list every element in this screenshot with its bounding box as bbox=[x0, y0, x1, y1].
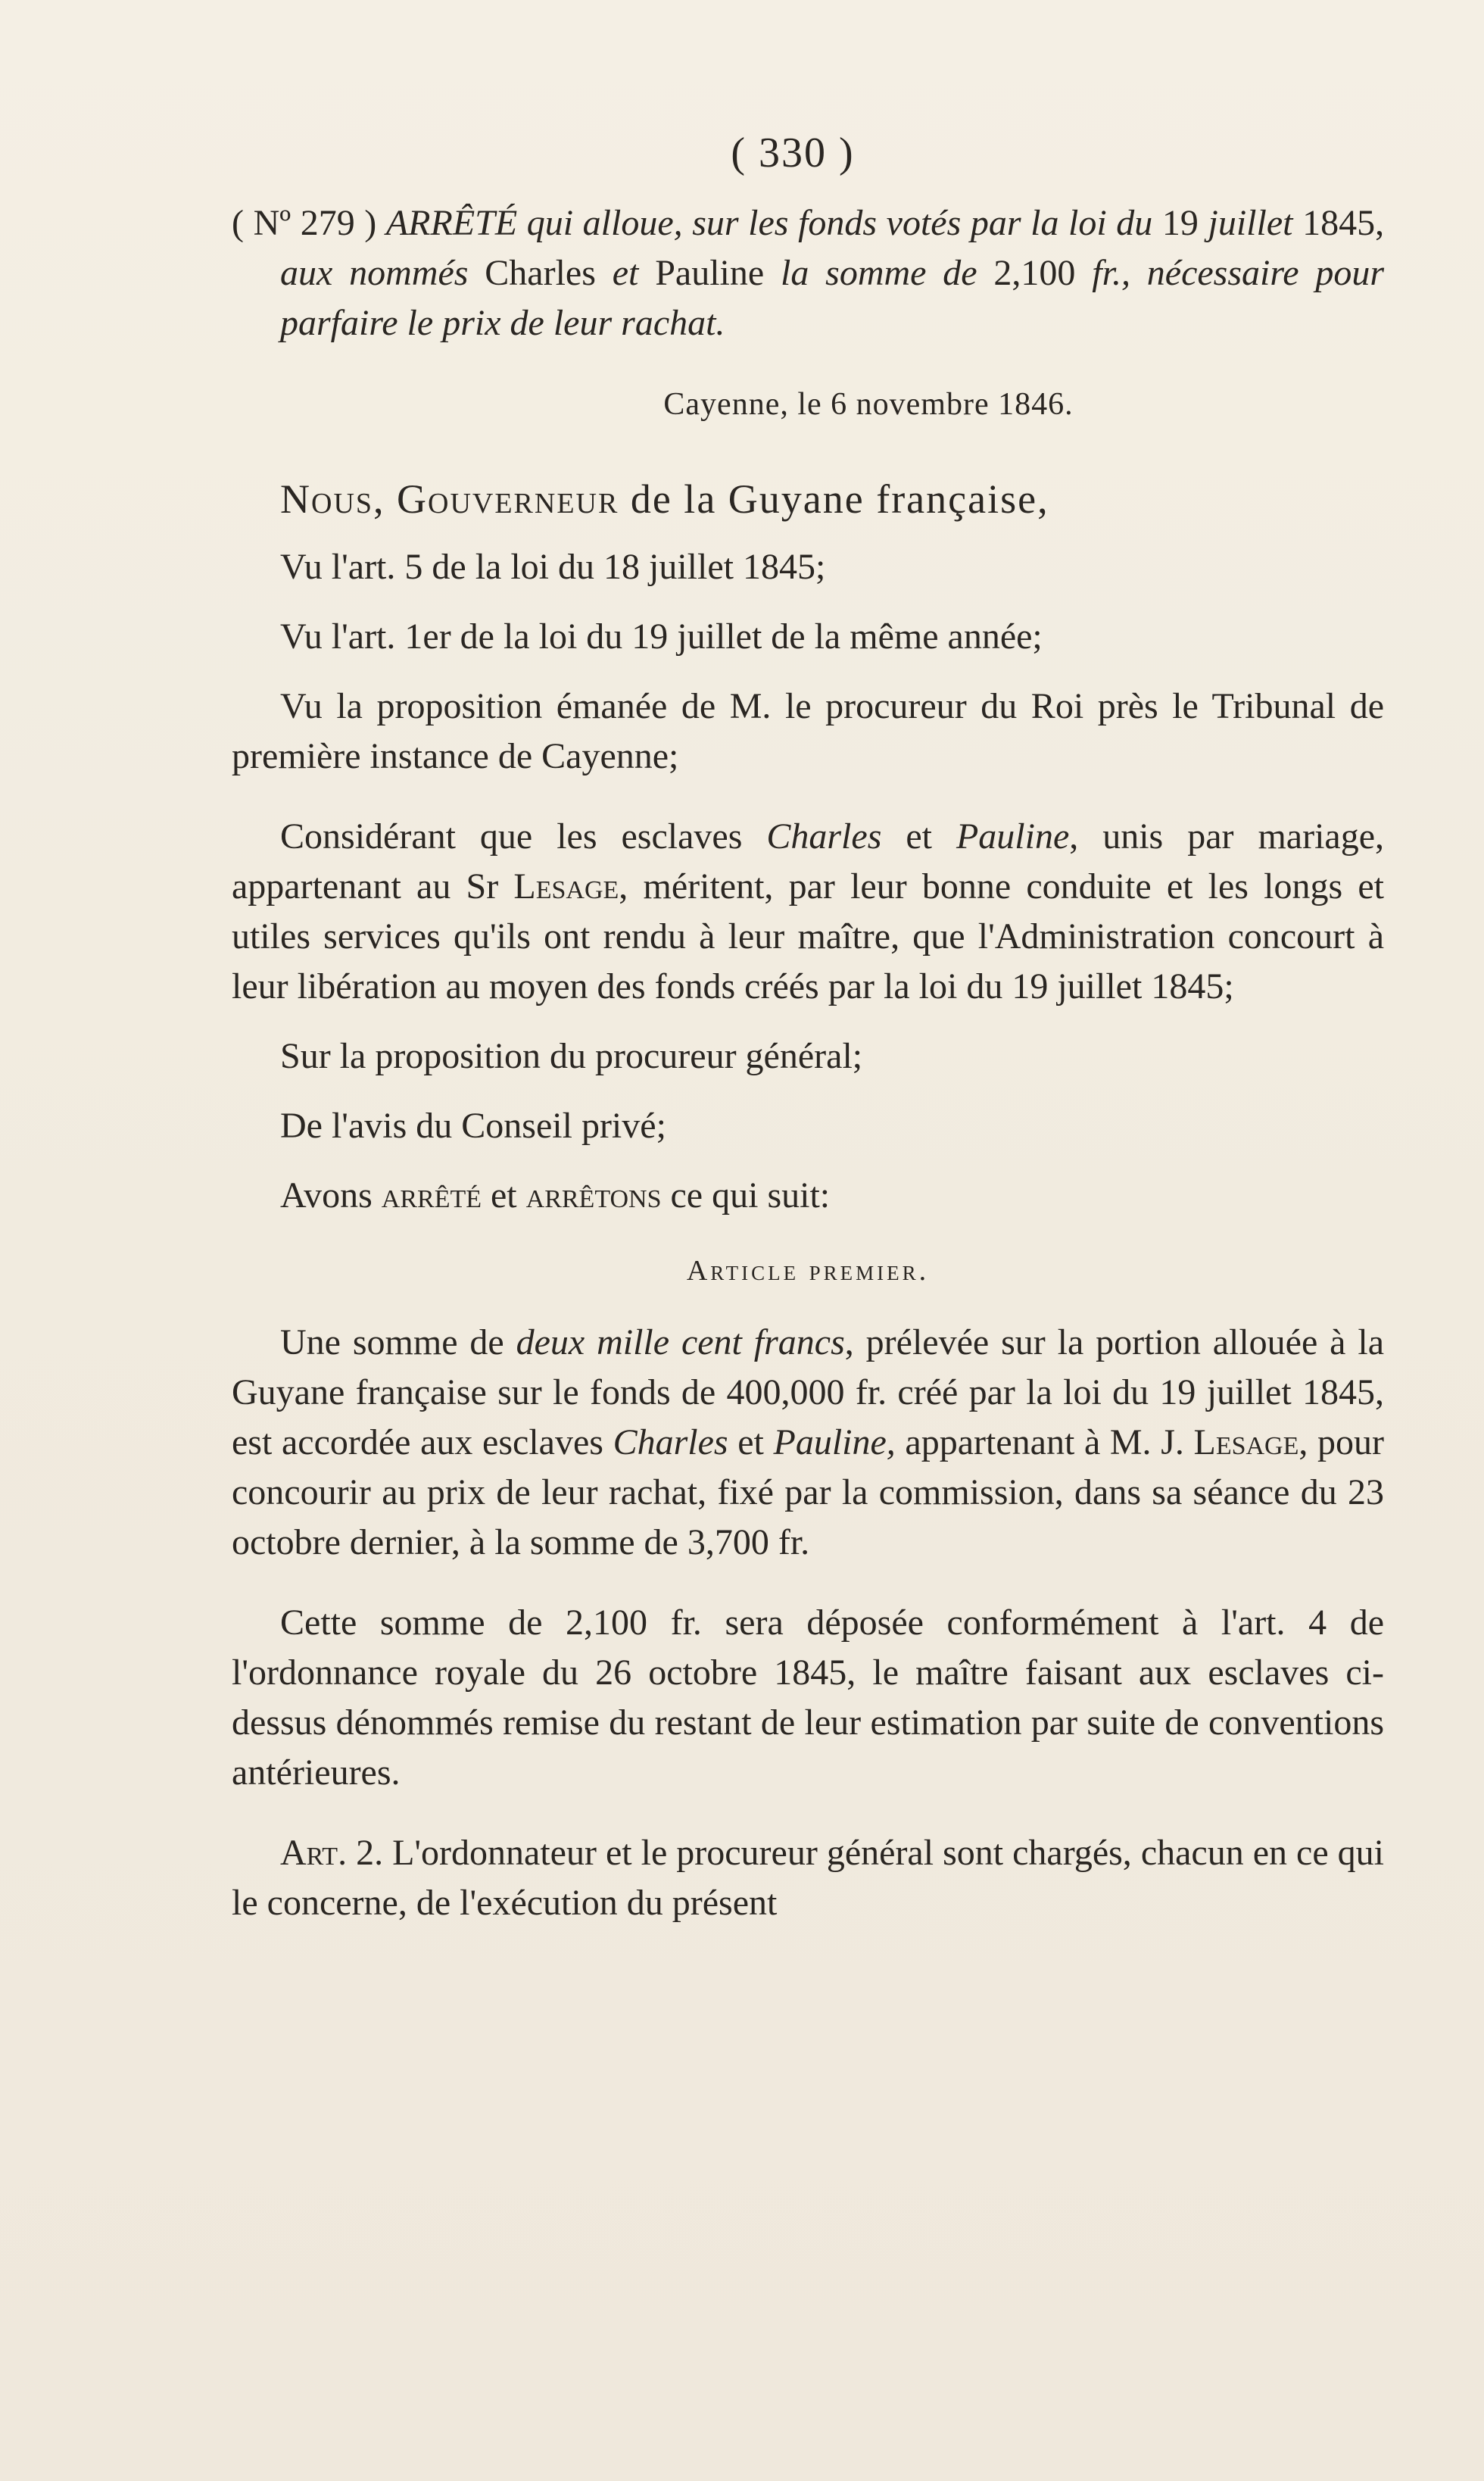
title-text-e: la somme de bbox=[781, 253, 977, 293]
title-date-num: 19 bbox=[1161, 203, 1199, 243]
consid-charles: Charles bbox=[766, 816, 882, 857]
article-heading: Article premier. bbox=[686, 1255, 930, 1287]
paragraph-sur: Sur la proposition du procureur général; bbox=[280, 1036, 863, 1076]
art1-amount-words: deux mille cent francs bbox=[516, 1322, 845, 1362]
paragraph-avis: De l'avis du Conseil privé; bbox=[280, 1106, 666, 1146]
title-name-charles: Charles bbox=[485, 253, 596, 293]
preamble-rest: de la Guyane française, bbox=[619, 476, 1049, 522]
paragraph-considerant bbox=[232, 812, 1384, 1012]
art2-text: 2. L'ordonnateur et le procureur général sont chargés, chacun en ce qui le concerne, de l'exécution du présent bbox=[232, 1833, 1384, 1923]
art1-text-d: appartenant à M. J. bbox=[895, 1422, 1194, 1462]
paragraph-vu-2: Vu l'art. 1er de la loi du 19 juillet de la même année; bbox=[280, 616, 1043, 657]
title-amount: 2,100 bbox=[993, 253, 1076, 293]
title-name-pauline: Pauline bbox=[655, 253, 765, 293]
title-note bbox=[232, 198, 1385, 348]
title-text-a: qui alloue, sur les fonds votés par la loi du bbox=[526, 203, 1153, 243]
title-text-f: fr., nécessaire pour parfaire le prix de leur rachat. bbox=[280, 253, 1385, 343]
avons-arrete: arrêté bbox=[381, 1175, 482, 1216]
paragraph-article-1 bbox=[232, 1318, 1384, 1568]
art1-lesage: Lesage bbox=[1193, 1422, 1299, 1462]
page-number: ( 330 ) bbox=[731, 130, 855, 176]
consid-lesage: Lesage bbox=[513, 866, 619, 907]
consid-text-c: , unis par mariage, appartenant au Sr bbox=[232, 816, 1385, 907]
paragraph-vu-1: Vu l'art. 5 de la loi du 18 juillet 1845; bbox=[280, 547, 826, 587]
consid-text-d: , méritent, par leur bonne conduite et les longs et utiles services qu'ils ont rendu à leur maître, que l'Administration concourt à leur libération au moyen des fonds créés par la loi du 19 juillet 1845; bbox=[232, 866, 1385, 1006]
preamble-governor bbox=[232, 476, 1384, 523]
avons-text-c: ce qui suit: bbox=[661, 1175, 831, 1216]
paragraph-vu-3: Vu la proposition émanée de M. le procureur du Roi près le Tribunal de première instance de Cayenne; bbox=[232, 686, 1384, 776]
paragraph-avons bbox=[232, 1171, 1384, 1221]
title-text-c: aux nommés bbox=[280, 253, 469, 293]
art2-label: Art. bbox=[280, 1833, 348, 1873]
avons-arretons: arrêtons bbox=[525, 1175, 662, 1216]
dateline: Cayenne, le 6 novembre 1846. bbox=[663, 387, 1074, 422]
consid-text-a: Considérant que les esclaves bbox=[280, 816, 767, 857]
paragraph-article-1-second: Cette somme de 2,100 fr. sera déposée conformément à l'art. 4 de l'ordonnance royale du 26 octobre 1845, le maître faisant aux esclaves ci-dessus dénommés remise du restant de leur estimation par suite de conventions antérieures. bbox=[232, 1603, 1384, 1793]
title-year: 1845, bbox=[1302, 203, 1385, 243]
avons-text-a: Avons bbox=[280, 1175, 382, 1216]
preamble-nous: Nous, bbox=[280, 476, 398, 522]
paragraph-article-2 bbox=[232, 1828, 1384, 1928]
art1-charles: Charles bbox=[613, 1422, 728, 1462]
art1-text-a: Une somme de bbox=[280, 1322, 516, 1362]
title-text-b: juillet bbox=[1208, 203, 1293, 243]
art1-pauline: Pauline, bbox=[773, 1422, 896, 1462]
preamble-gouverneur: Gouverneur bbox=[397, 476, 619, 522]
art1-text-c: et bbox=[728, 1422, 774, 1462]
title-text-d: et bbox=[612, 253, 639, 293]
consid-pauline: Pauline bbox=[956, 816, 1070, 857]
decree-number: ( Nº 279 ) bbox=[232, 203, 377, 243]
art1-text-e: , pour concourir au prix de leur rachat, fixé par la commission, dans sa séance du 23 octobre dernier, à la somme de 3,700 fr. bbox=[232, 1422, 1384, 1562]
decree-label: ARRÊTÉ bbox=[385, 203, 518, 243]
consid-text-b: et bbox=[881, 816, 956, 857]
avons-text-b: et bbox=[482, 1175, 526, 1216]
art1-text-b: , prélevée sur la portion allouée à la Guyane française sur le fonds de 400,000 fr. créé par la loi du 19 juillet 1845, est accordée aux esclaves bbox=[232, 1322, 1385, 1462]
text-block bbox=[232, 129, 1384, 1928]
